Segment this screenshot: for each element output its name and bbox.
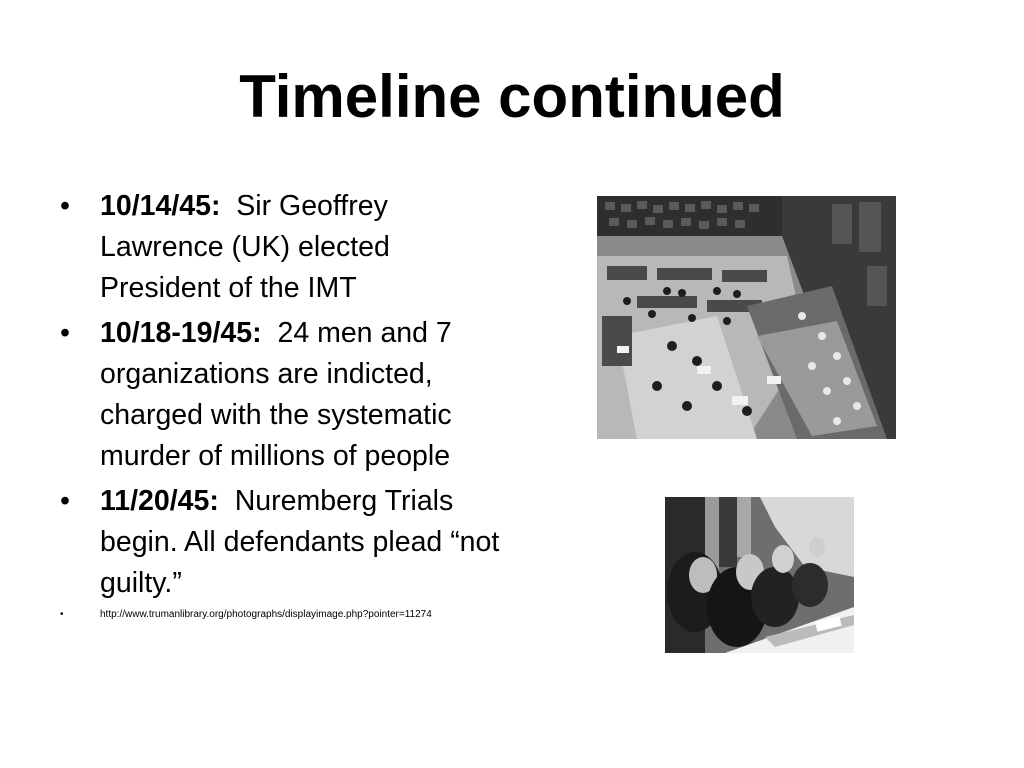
- timeline-date: 11/20/45:: [100, 485, 219, 517]
- bullet-dot: •: [60, 317, 70, 349]
- timeline-bullet: [60, 313, 510, 477]
- slide-title: Timeline continued: [239, 63, 785, 130]
- bullet-dot: •: [60, 609, 64, 620]
- timeline-date: 10/18-19/45:: [100, 317, 262, 349]
- timeline-bullet-list: [60, 186, 510, 622]
- timeline-bullet: [60, 481, 510, 604]
- courtroom-photo: [597, 196, 896, 439]
- timeline-text: Nuremberg Trials begin. All defendants plead “not guilty.”: [100, 485, 500, 599]
- timeline-text: Sir Geoffrey Lawrence (UK) elected President of the IMT: [100, 190, 390, 304]
- timeline-bullet: [60, 186, 510, 309]
- bullet-dot: •: [60, 190, 70, 222]
- timeline-text: 24 men and 7 organizations are indicted, charged with the systematic murder of millions of people: [100, 317, 452, 472]
- timeline-date: 10/14/45:: [100, 190, 221, 222]
- source-citation: [60, 608, 510, 622]
- defendants-photo: [665, 497, 854, 653]
- defendants-photo-graphic: [665, 497, 854, 653]
- courtroom-photo-graphic: [597, 196, 896, 439]
- bullet-dot: •: [60, 485, 70, 517]
- source-url: http://www.trumanlibrary.org/photographs/displayimage.php?pointer=11274: [100, 609, 432, 620]
